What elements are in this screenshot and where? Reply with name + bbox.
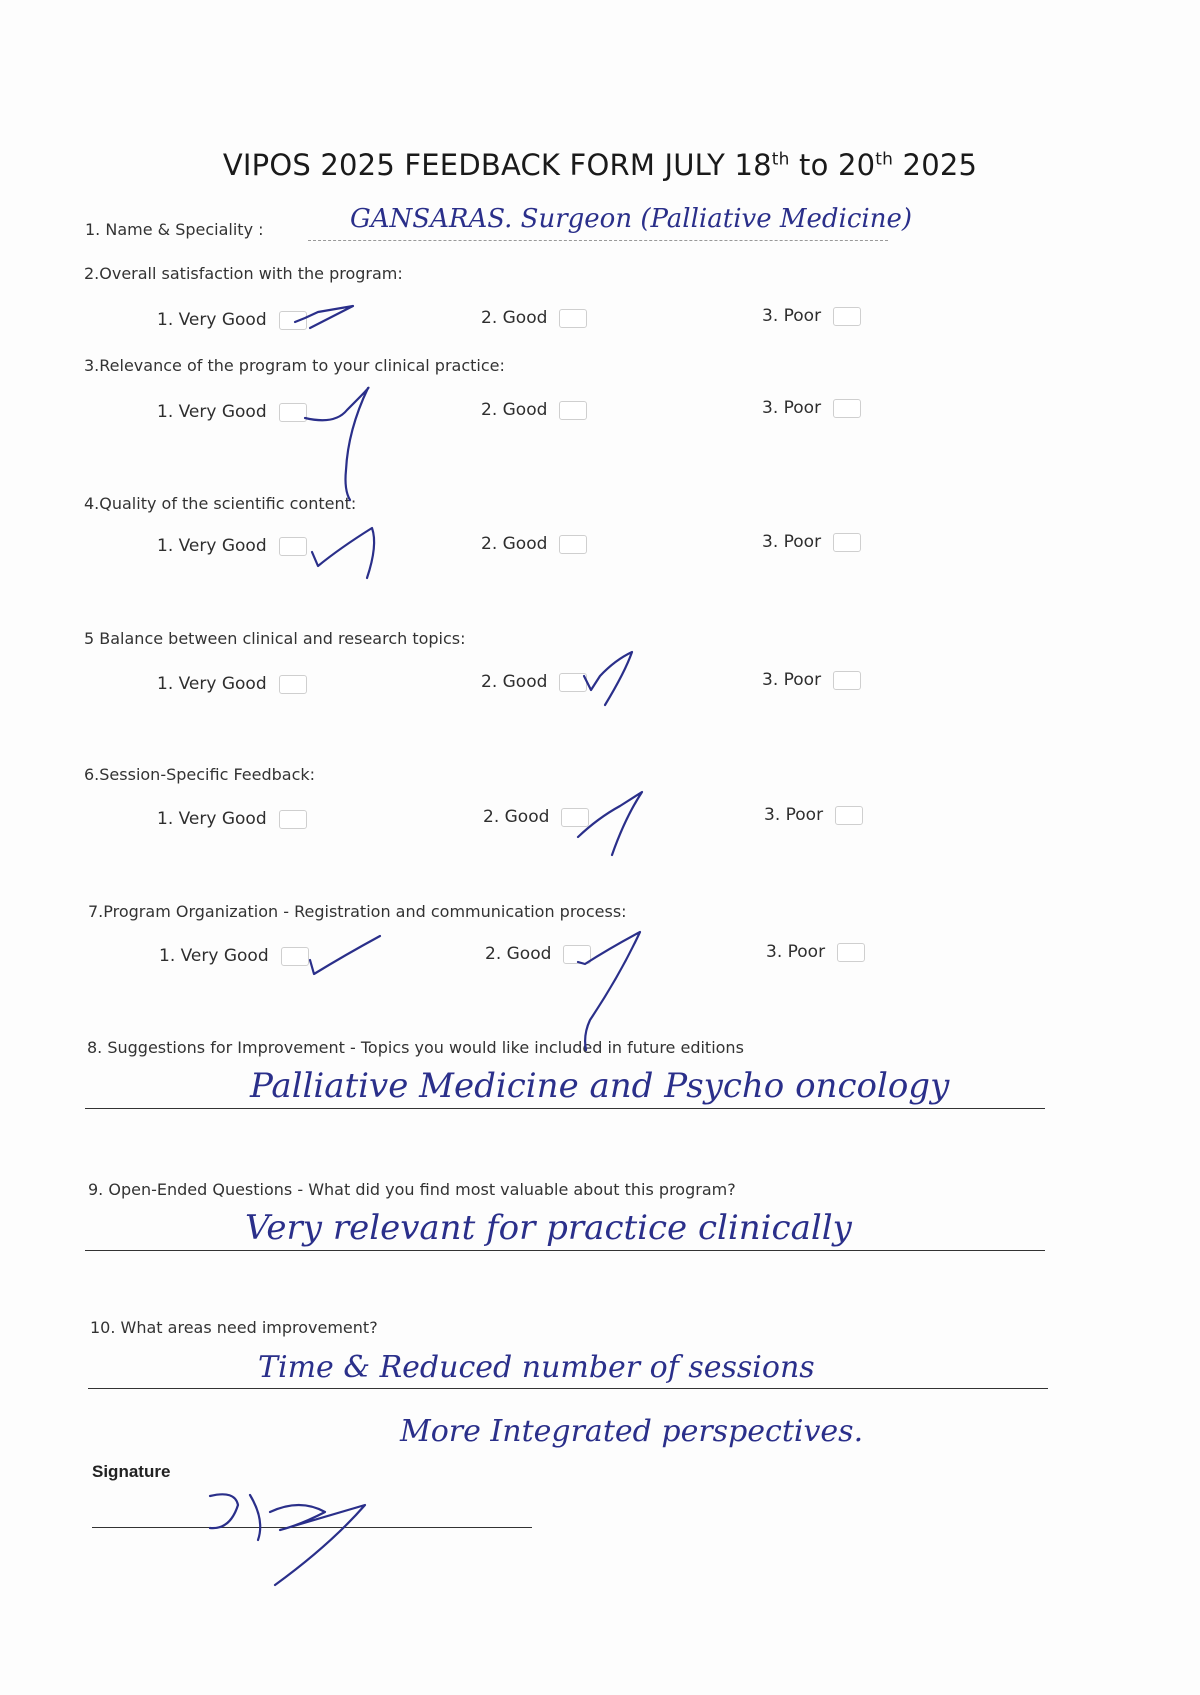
q5-option-very-good[interactable]: 1. Very Good bbox=[157, 674, 307, 694]
question-7-label: 7.Program Organization - Registration and communication process: bbox=[88, 902, 627, 921]
q5-option-poor[interactable]: 3. Poor bbox=[762, 670, 861, 690]
q2-check-mark bbox=[295, 306, 353, 328]
name-speciality-label: 1. Name & Speciality : bbox=[85, 220, 264, 239]
q4-check-mark bbox=[312, 528, 374, 578]
q4-option-very-good[interactable]: 1. Very Good bbox=[157, 536, 307, 556]
question-5-label: 5 Balance between clinical and research topics: bbox=[84, 629, 466, 648]
question-4-label: 4.Quality of the scientific content: bbox=[84, 494, 357, 513]
signature-scribble bbox=[210, 1494, 365, 1585]
q5-option-good[interactable]: 2. Good bbox=[481, 672, 587, 692]
q7-very-good-check-mark bbox=[310, 936, 380, 974]
question-6-label: 6.Session-Specific Feedback: bbox=[84, 765, 316, 784]
question-2-label: 2.Overall satisfaction with the program: bbox=[84, 264, 403, 283]
q3-option-poor[interactable]: 3. Poor bbox=[762, 398, 861, 418]
q3-option-very-good[interactable]: 1. Very Good bbox=[157, 402, 307, 422]
q6-check-mark bbox=[578, 792, 642, 855]
q3-option-good[interactable]: 2. Good bbox=[481, 400, 587, 420]
q3-check-mark bbox=[305, 388, 369, 500]
q6-option-very-good[interactable]: 1. Very Good bbox=[157, 809, 307, 829]
answer-8-text[interactable]: Palliative Medicine and Psycho oncology bbox=[250, 1066, 950, 1106]
question-8-label: 8. Suggestions for Improvement - Topics you would like included in future editions bbox=[87, 1038, 744, 1057]
q2-option-good[interactable]: 2. Good bbox=[481, 308, 587, 328]
question-9-label: 9. Open-Ended Questions - What did you find most valuable about this program? bbox=[88, 1180, 736, 1199]
q7-option-good[interactable]: 2. Good bbox=[485, 944, 591, 964]
name-speciality-value[interactable]: GANSARAS. Surgeon (Palliative Medicine) bbox=[350, 204, 912, 234]
q7-option-very-good[interactable]: 1. Very Good bbox=[159, 946, 309, 966]
answer-9-text[interactable]: Very relevant for practice clinically bbox=[245, 1208, 852, 1248]
q5-check-mark bbox=[584, 652, 632, 705]
signature-label: Signature bbox=[92, 1462, 171, 1481]
question-3-label: 3.Relevance of the program to your clinical practice: bbox=[84, 356, 505, 375]
answer-10-text[interactable]: Time & Reduced number of sessions bbox=[258, 1350, 815, 1385]
q7-good-check-mark bbox=[578, 932, 640, 1050]
q2-option-very-good[interactable]: 1. Very Good bbox=[157, 310, 307, 330]
q4-option-good[interactable]: 2. Good bbox=[481, 534, 587, 554]
q6-option-poor[interactable]: 3. Poor bbox=[764, 805, 863, 825]
q6-option-good[interactable]: 2. Good bbox=[483, 807, 589, 827]
question-10-label: 10. What areas need improvement? bbox=[90, 1318, 378, 1337]
form-title: VIPOS 2025 FEEDBACK FORM JULY 18th to 20th 2025 bbox=[222, 148, 978, 182]
q2-option-poor[interactable]: 3. Poor bbox=[762, 306, 861, 326]
q4-option-poor[interactable]: 3. Poor bbox=[762, 532, 861, 552]
q7-option-poor[interactable]: 3. Poor bbox=[766, 942, 865, 962]
answer-10-text-line2[interactable]: More Integrated perspectives. bbox=[400, 1414, 864, 1449]
